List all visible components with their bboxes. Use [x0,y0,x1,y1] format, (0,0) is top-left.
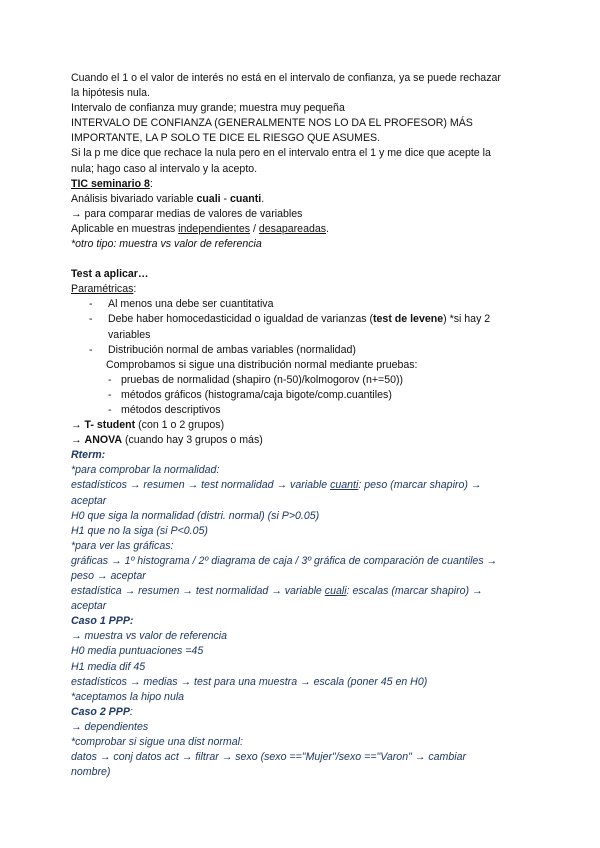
caso2-line: nombre) [71,766,111,779]
test-line [71,418,560,433]
list-item-continuation [71,328,560,343]
tic-note-text: *otro tipo: muestra vs valor de referencia [71,238,262,251]
tic-underlined: desapareadas [258,222,327,235]
intro-line: Si la p me dice que rechace la nula pero en el intervalo entra el 1 y me dice que acepte la [71,147,491,160]
rterm-line: *para ver las gráficas: [71,539,174,552]
sub-list-item-text: métodos gráficos (histograma/caja bigote/comp.cuantiles) [121,388,392,401]
rterm-underlined: cuanti [330,479,359,492]
test-text: (con 1 o 2 grupos) [135,419,225,432]
caso2-heading-text: Caso 2 PPP [71,705,130,718]
caso1-line: → muestra vs valor de referencia [71,630,228,643]
tic-text: Análisis bivariado variable [71,192,197,205]
param-label-text: Paramétricas [71,283,134,296]
caso1-line: estadísticos → medias → test para una muestra → escala (poner 45 en H0) [71,675,428,688]
param-label [71,282,560,297]
rterm-line: aceptar [71,494,107,507]
test-line [71,433,560,448]
list-item-text: Distribución normal de ambas variables (normalidad) [108,343,356,356]
bullet-mark: - [108,373,112,386]
rterm-line [71,584,560,599]
tic-text: Aplicable en muestras [71,222,179,235]
caso2-line: *comprobar si sigue una dist normal: [71,736,243,749]
rterm-line: *para comprobar la normalidad: [71,464,220,477]
intro-line [71,86,560,101]
intro-line: Cuando el 1 o el valor de interés no está en el intervalo de confianza, ya se puede rechazar [71,72,501,84]
bullet-mark: - [108,388,112,401]
param-label-suffix: : [133,283,137,296]
tic-heading [71,177,560,192]
intro-line: INTERVALO DE CONFIANZA (GENERALMENTE NOS LO DA EL PROFESOR) MÁS [71,117,473,130]
bullet-mark: - [108,403,112,416]
caso1-line: H0 media puntuaciones =45 [71,645,204,658]
caso2-line: → dependientes [71,720,149,733]
test-heading [71,267,560,282]
intro-text: la hipótesis nula. [71,87,150,100]
rterm-text: estadísticos → resumen → test normalidad → variable [71,479,331,492]
rterm-underlined: cuali [324,585,347,598]
tic-text: . [261,192,265,205]
rterm-text: : escalas (marcar shapiro) → [346,585,483,598]
sub-list-item-text: pruebas de normalidad (shapiro (n-50)/kolmogorov (n+=50)) [121,373,404,386]
tic-text: . [326,222,329,235]
rterm-line: peso → aceptar [71,570,146,582]
sub-list-item [71,403,560,418]
list-item [71,297,560,312]
test-text: (cuando hay 3 grupos o más) [122,434,263,447]
rterm-line: H1 que no la siga (si P<0.05) [71,524,208,537]
tic-line [71,192,560,207]
tic-line: → para comparar medias de valores de variables [71,207,303,220]
list-item-text: ) *si hay 2 [443,313,491,326]
rterm-heading: Rterm: [71,449,106,462]
tic-heading-text: TIC seminario 8 [71,177,150,190]
list-item-text: Al menos una debe ser cuantitativa [108,298,274,311]
caso2-line: datos → conj datos act → filtrar → sexo (sexo =="Mujer"/sexo =="Varon" → cambiar [71,751,467,764]
tic-text: / [250,222,259,235]
list-item [71,343,560,358]
tic-note [71,237,560,252]
test-bold: ANOVA [84,434,123,447]
tic-bold: cuali [196,192,221,205]
tic-underlined: independientes [178,222,251,235]
tic-heading-suffix: : [149,177,153,190]
sub-intro: Comprobamos si sigue una distribución normal mediante pruebas: [106,358,418,371]
caso2-heading [71,705,560,720]
rterm-line: aceptar [71,600,107,613]
rterm-line [71,478,560,493]
tic-text: - [220,192,231,205]
arrow: → [71,434,85,447]
sub-list-item [71,373,560,388]
intro-line: IMPORTANTE, LA P SOLO TE DICE EL RIESGO QUE ASUMES. [71,132,381,145]
intro-line: Intervalo de confianza muy grande; muestra muy pequeña [71,102,345,115]
test-heading-text: Test a aplicar… [71,268,149,281]
rterm-line: H0 que siga la normalidad (distri. normal) (si P>0.05) [71,509,320,522]
caso1-heading: Caso 1 PPP: [71,615,134,628]
tic-line [71,222,560,237]
list-item-bold: test de levene [373,313,444,326]
list-item-text: variables [108,328,151,341]
test-bold: T- student [84,419,136,432]
spacer [71,252,560,267]
bullet-mark: - [89,343,93,356]
bullet-mark: - [89,298,93,311]
intro-line: nula; hago caso al intervalo y la acepto. [71,162,258,175]
rterm-text: : peso (marcar shapiro) → [358,479,482,492]
tic-bold: cuanti [230,192,262,205]
bullet-mark: - [89,313,93,326]
list-item [71,312,560,327]
arrow: → [71,419,85,432]
list-item-text: Debe haber homocedasticidad o igualdad de varianzas ( [108,313,374,326]
caso1-line: *aceptamos la hipo nula [71,690,185,703]
rterm-line: gráficas → 1º histograma / 2º diagrama de caja / 3º gráfica de comparación de cuantiles → [71,554,498,567]
caso1-line: H1 media dif 45 [71,660,146,673]
sub-list-item [71,388,560,403]
sub-list-item-text: métodos descriptivos [121,403,221,416]
caso2-heading-suffix: : [129,705,133,718]
rterm-text: estadística → resumen → test normalidad → variable [71,585,325,598]
